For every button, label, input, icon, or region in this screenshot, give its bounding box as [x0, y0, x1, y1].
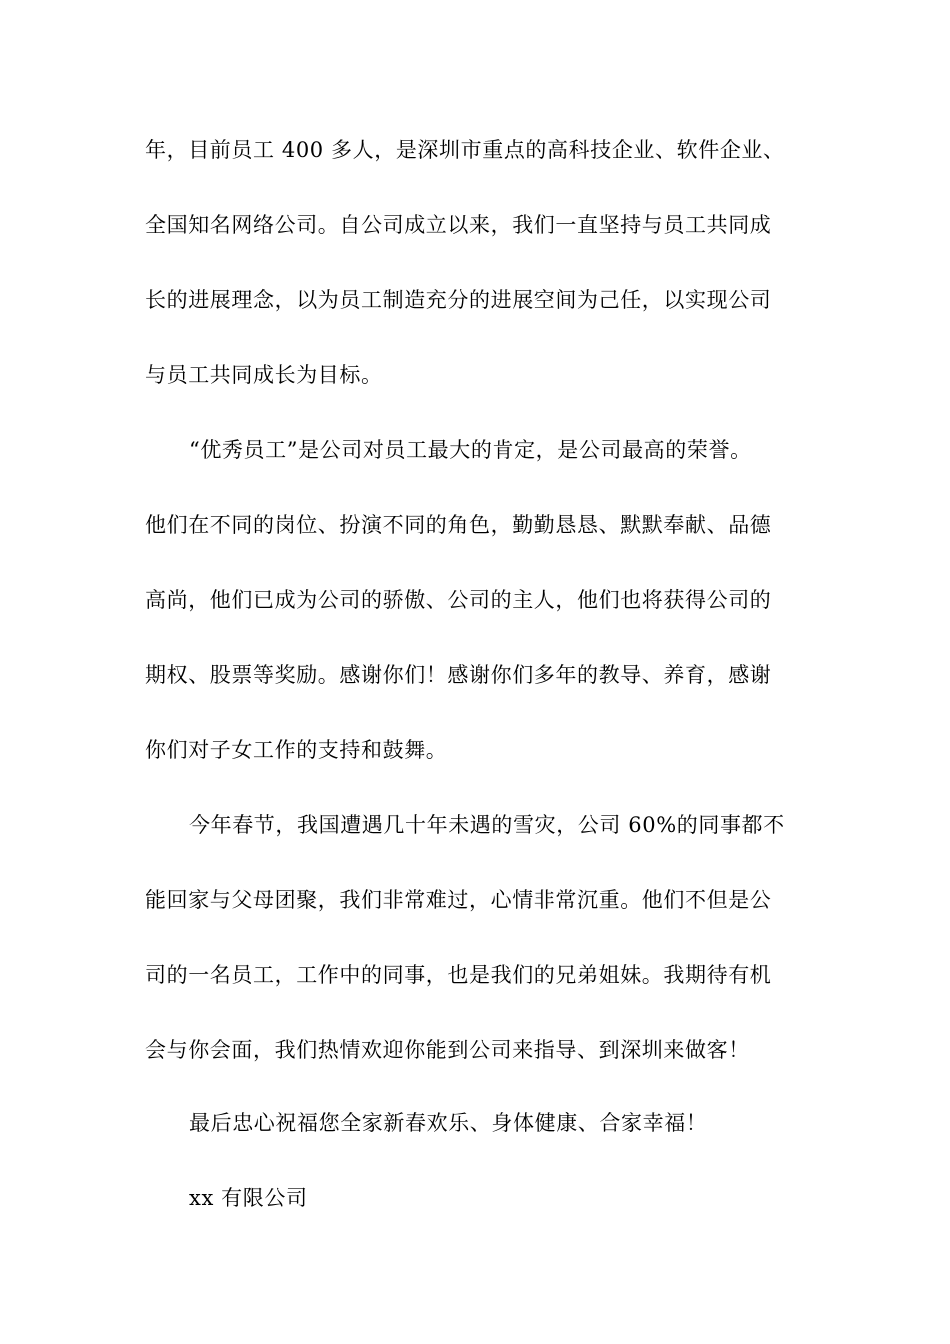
text-line-6: 他们在不同的岗位、扮演不同的角色，勤勤恳恳、默默奉献、品德: [145, 513, 772, 537]
text-line-13: 会与你会面，我们热情欢迎你能到公司来指导、到深圳来做客！: [145, 1038, 750, 1062]
company-signature: xx 有限公司: [189, 1186, 308, 1210]
text-line-5: “优秀员工”是公司对员工最大的肯定，是公司最高的荣誉。: [189, 438, 752, 462]
text-line-3: 长的进展理念，以为员工制造充分的进展空间为己任，以实现公司: [145, 288, 772, 312]
text-line-4: 与员工共同成长为目标。: [145, 363, 383, 387]
text-line-11: 能回家与父母团聚，我们非常难过，心情非常沉重。他们不但是公: [145, 888, 772, 912]
text-line-8: 期权、股票等奖励。感谢你们！感谢你们多年的教导、养育，感谢: [145, 663, 772, 687]
text-line-1: 年，目前员工 400 多人，是深圳市重点的高科技企业、软件企业、: [145, 138, 785, 162]
text-line-14: 最后忠心祝福您全家新春欢乐、身体健康、合家幸福！: [189, 1111, 708, 1135]
text-line-2: 全国知名网络公司。自公司成立以来，我们一直坚持与员工共同成: [145, 213, 772, 237]
text-line-10: 今年春节，我国遭遇几十年未遇的雪灾，公司 60%的同事都不: [189, 813, 785, 837]
text-line-7: 高尚，他们已成为公司的骄傲、公司的主人，他们也将获得公司的: [145, 588, 772, 612]
text-line-12: 司的一名员工，工作中的同事，也是我们的兄弟姐妹。我期待有机: [145, 963, 772, 987]
text-line-9: 你们对子女工作的支持和鼓舞。: [145, 738, 448, 762]
